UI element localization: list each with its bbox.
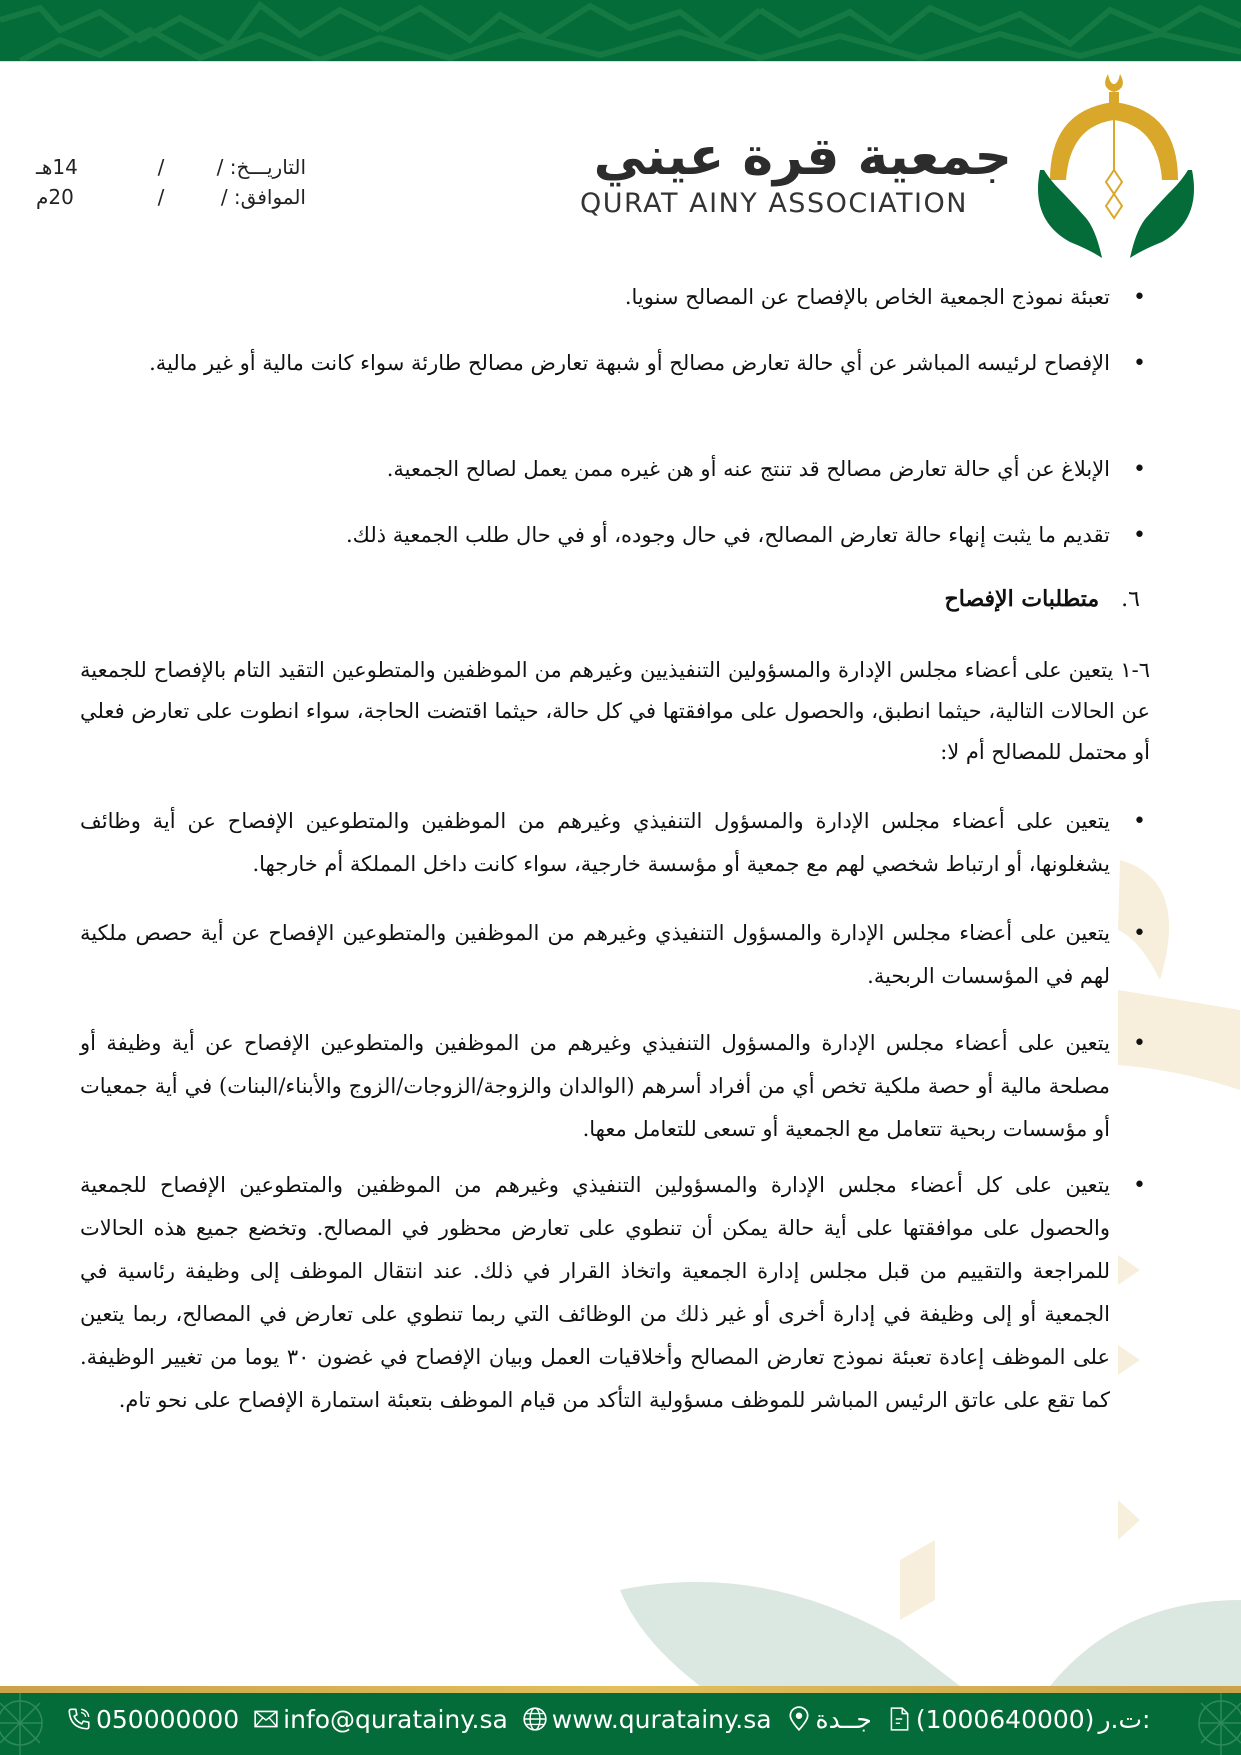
globe-icon xyxy=(522,1706,548,1732)
list-item: • يتعين على كل أعضاء مجلس الإدارة والمسؤولين التنفيذي وغيرهم من الموظفين والمتطوعين الإفصاح للجمعية والحصول على موافقتها على أية حالة يمكن أن تنطوي على تعارض محظور في المصالح. وتخضع جميع هذه الحالات للمراجعة والتقييم من قبل مجلس إدارة الجمعية واتخاذ القرار في ذلك. عند انتقال الموظف إلى وظيفة رئاسية في الجمعية أو إلى وظيفة في إدارة أخرى أو غير ذلك من الوظائف التي ربما تنطوي على تعارض في المصالح، ربما يتعين على الموظف إعادة تعبئة نموذج تعارض المصالح وأخلاقيات العمل وبيان الإفصاح في غضون ٣٠ يوما من تغيير الوظيفة. كما تقع على عاتق الرئيس المباشر للموظف مسؤولية التأكد من قيام الموظف بتعبئة استمارة الإفصاح على نحو تام. xyxy=(80,1164,1150,1422)
city-name: جــدة xyxy=(815,1704,872,1734)
arabesque-pattern xyxy=(0,0,1241,61)
brand-name-arabic: جمعية قرة عيني xyxy=(593,127,1012,187)
top-header-band xyxy=(0,0,1241,62)
footer-contact-bar xyxy=(0,1693,1241,1755)
hijri-date-label: التاريـــخ: / xyxy=(216,155,306,179)
hijri-date-separator: / xyxy=(157,155,165,179)
footer-contact-items xyxy=(66,1693,1176,1745)
date-block xyxy=(36,152,306,212)
footer-location xyxy=(786,1705,872,1734)
footer-pattern-right-icon xyxy=(1181,1693,1241,1755)
brand-wordmark xyxy=(572,122,1012,219)
list-item: • يتعين على أعضاء مجلس الإدارة والمسؤول التنفيذي وغيرهم من الموظفين والمتطوعين الإفصاح عن أية وظائف يشغلونها، أو ارتباط شخصي لهم مع جمعية أو مؤسسة خارجية، سواء كانت داخل المملكة أم خارجها. xyxy=(80,800,1150,886)
hijri-date-row xyxy=(36,152,306,182)
footer-phone[interactable] xyxy=(66,1705,239,1734)
section-number: ٦. xyxy=(1121,587,1140,612)
list-item: • يتعين على أعضاء مجلس الإدارة والمسؤول التنفيذي وغيرهم من الموظفين والمتطوعين الإفصاح عن أية حصص ملكية لهم في المؤسسات الربحية. xyxy=(80,912,1150,998)
phone-number: 050000000 xyxy=(96,1704,240,1734)
envelope-icon xyxy=(253,1706,279,1732)
footer-gold-stripe xyxy=(0,1686,1241,1693)
footer-website[interactable] xyxy=(522,1705,772,1734)
footer-pattern-left-icon xyxy=(0,1693,60,1755)
brand-name-english: QURAT AINY ASSOCIATION xyxy=(580,188,968,219)
section-title: متطلبات الإفصاح xyxy=(944,586,1100,612)
list-item: • تعبئة نموذج الجمعية الخاص بالإفصاح عن المصالح سنويا. xyxy=(220,276,1150,319)
section-paragraph: ٦-١ يتعين على أعضاء مجلس الإدارة والمسؤولين التنفيذيين وغيرهم من الموظفين والمتطوعين التقيد التام بالإفصاح للجمعية عن الحالات التالية، حيثما انطبق، والحصول على موافقتها في كل حالة، حيثما اقتضت الحاجة، سواء انطوت على تعارض فعلي أو محتمل للمصالح أم لا: xyxy=(80,658,1150,764)
section-heading xyxy=(150,586,1150,612)
phone-icon xyxy=(66,1706,92,1732)
gregorian-date-row xyxy=(36,182,306,212)
cr-label: ت.ر: xyxy=(1098,1704,1151,1734)
gregorian-date-label: الموافق: / xyxy=(220,185,306,209)
location-pin-icon xyxy=(786,1706,812,1732)
website-url: www.quratainy.sa xyxy=(551,1704,772,1734)
list-item: • تقديم ما يثبت إنهاء حالة تعارض المصالح، في حال وجوده، أو في حال طلب الجمعية ذلك. xyxy=(220,514,1150,557)
list-item: • الإبلاغ عن أي حالة تعارض مصالح قد تنتج عنه أو هن غيره ممن يعمل لصالح الجمعية. xyxy=(220,448,1150,491)
list-item: • يتعين على أعضاء مجلس الإدارة والمسؤول التنفيذي وغيرهم من الموظفين والمتطوعين الإفصاح عن أية وظيفة أو مصلحة مالية أو حصة ملكية تخص أي من أفراد أسرهم (الوالدان والزوجة/الزوجات/الزوج والأبناء/البنات) في أية جمعيات أو مؤسسات ربحية تتعامل مع الجمعية أو تسعى للتعامل معها. xyxy=(80,1022,1150,1151)
document-icon xyxy=(886,1706,912,1732)
gregorian-year-suffix: 20م xyxy=(36,185,74,209)
gregorian-date-separator: / xyxy=(157,185,165,209)
association-logo-icon xyxy=(1030,70,1202,260)
footer-commercial-registration xyxy=(886,1705,1151,1734)
list-item: • الإفصاح لرئيسه المباشر عن أي حالة تعارض مصالح أو شبهة تعارض مصالح طارئة سواء كانت مالية أو غير مالية. xyxy=(80,342,1150,385)
cr-number: (1000640000) xyxy=(915,1704,1095,1734)
email-address: info@quratainy.sa xyxy=(283,1704,508,1734)
footer-email[interactable] xyxy=(253,1705,508,1734)
hijri-year-suffix: 14هـ xyxy=(36,155,78,179)
